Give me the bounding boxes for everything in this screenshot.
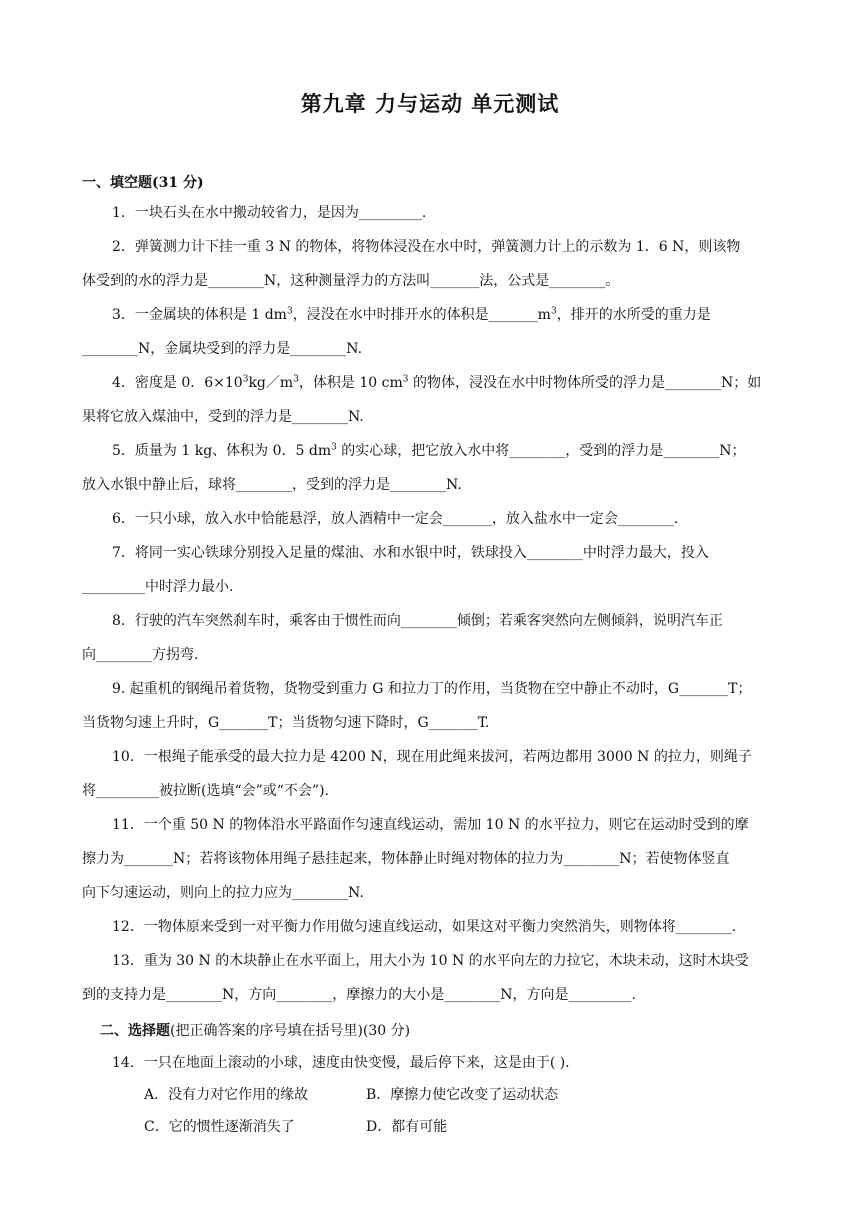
- question-14-option-c: C．它的惯性逐渐消失了: [144, 1119, 295, 1135]
- question-11-line-1: 11．一个重 50 N 的物体沿水平路面作匀速直线运动，需加 10 N 的水平拉力，则它在运动时受到的摩: [112, 817, 749, 833]
- question-14-option-d: D．都有可能: [366, 1119, 448, 1135]
- question-14-option-b: B．摩擦力使它改变了运动状态: [366, 1087, 559, 1103]
- question-3-line-2: ________N，金属块受到的浮力是________N.: [82, 341, 363, 357]
- question-7-line-2: _________中时浮力最小.: [82, 579, 234, 595]
- question-9-line-2: 当货物匀速上升时，G_______T；当货物匀速下降时，G_______T.: [82, 715, 490, 731]
- question-10-line-2: 将_________被拉断(选填“会”或“不会”).: [82, 783, 330, 799]
- question-13-line-1: 13．重为 30 N 的木块静止在水平面上，用大小为 10 N 的水平向左的力拉它，木块未动，这时木块受: [112, 953, 749, 969]
- question-6-line-1: 6．一只小球，放入水中恰能悬浮，放人酒精中一定会_______，放入盐水中一定会________.: [112, 511, 679, 527]
- question-2-line-2: 体受到的水的浮力是________N，这种测量浮力的方法叫_______法，公式是________。: [82, 273, 620, 289]
- question-4-line-2: 果将它放入煤油中，受到的浮力是________N.: [82, 409, 364, 425]
- question-12-line-1: 12．一物体原来受到一对平衡力作用做匀速直线运动，如果这对平衡力突然消失，则物体将________.: [112, 919, 737, 935]
- question-8-line-1: 8．行驶的汽车突然刹车时，乘客由于惯性而向________倾倒；若乘客突然向左侧倾斜，说明汽车正: [112, 613, 723, 629]
- question-3-line-1: 3．一金属块的体积是 1 $dm^3$，浸没在水中时排开水的体积是$\_\_\_\_\_\_\_m^3$，排开的水所受的重力是: [112, 306, 711, 323]
- question-14-option-a: A．没有力对它作用的缘故: [144, 1087, 309, 1103]
- question-10-line-1: 10．一根绳子能承受的最大拉力是 4200 N，现在用此绳来拔河，若两边都用 3000 N 的拉力，则绳子: [112, 749, 752, 765]
- question-7-line-1: 7．将同一实心铁球分别投入足量的煤油、水和水银中时，铁球投入________中时浮力最大，投入: [112, 545, 709, 561]
- section-fill-in-heading: 一、填空题(31 分): [82, 175, 204, 191]
- question-9-line-1: 9. 起重机的钢绳吊着货物，货物受到重力 G 和拉力丁的作用，当货物在空中静止不动时，G_______T；: [112, 681, 752, 697]
- question-14-stem: 14．一只在地面上滚动的小球，速度由快变慢，最后停下来，这是由于( ).: [112, 1055, 570, 1071]
- question-5-line-1: 5．质量为 1 kg、体积为 0．5 $dm^3$ 的实心球，把它放入水中将________，受到的浮力是________N；: [112, 442, 746, 459]
- question-1-line-1: 1．一块石头在水中搬动较省力，是因为_________.: [112, 205, 427, 221]
- question-4-line-1: 4．密度是 0．$6\times 10^3kg/m^3$，体积是 10 $cm^3$ 的物体，浸没在水中时物体所受的浮力是________N；如: [112, 374, 762, 391]
- question-8-line-2: 向________方拐弯.: [82, 647, 199, 663]
- question-11-line-2: 擦力为_______N；若将该物体用绳子悬挂起来，物体静止时绳对物体的拉力为________N；若使物体竖直: [82, 851, 730, 867]
- page-title: 第九章 力与运动 单元测试: [300, 91, 560, 116]
- section-multiple-choice-heading: 二、选择题(把正确答案的序号填在括号里)(30 分): [100, 1023, 411, 1039]
- question-5-line-2: 放入水银中静止后，球将________，受到的浮力是________N.: [82, 477, 462, 493]
- question-11-line-3: 向下匀速运动，则向上的拉力应为________N.: [82, 885, 364, 901]
- question-2-line-1: 2．弹簧测力计下挂一重 3 N 的物体，将物体浸没在水中时，弹簧测力计上的示数为 1．6 N，则该物: [112, 239, 741, 255]
- question-13-line-2: 到的支持力是________N，方向________，摩擦力的大小是________N，方向是_________.: [82, 987, 636, 1003]
